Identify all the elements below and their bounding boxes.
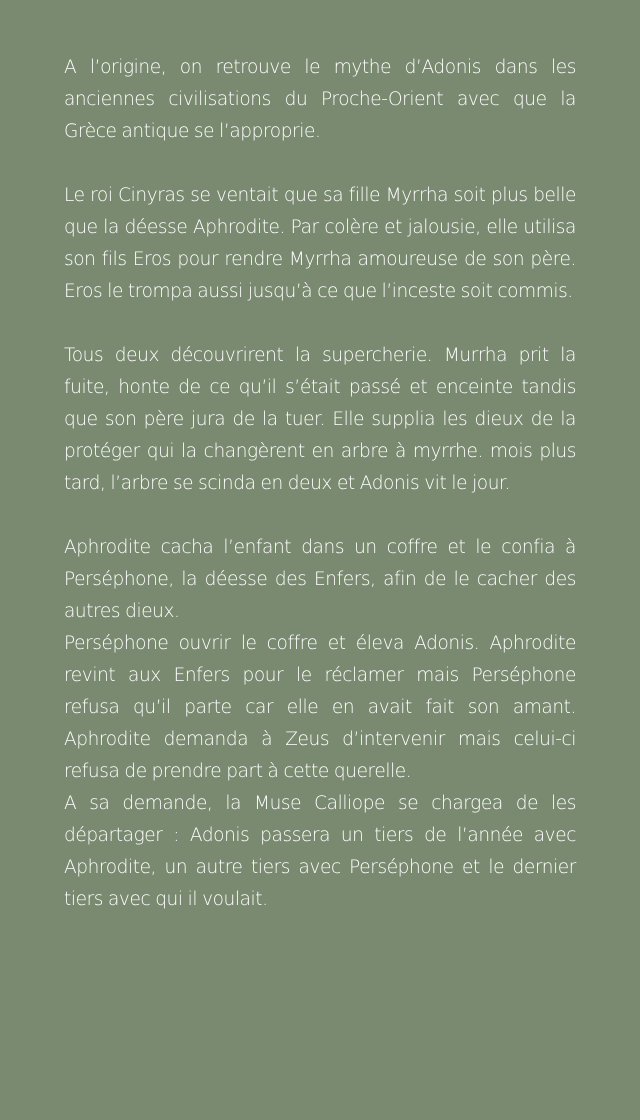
paragraph-spacer [64, 308, 576, 340]
paragraph-spacer [64, 500, 576, 532]
paragraph-coffre: Aphrodite cacha l’enfant dans un coffre et le confia à Perséphone, la déesse des Enfers, afin de le cacher des autres dieux. [64, 537, 576, 622]
paragraph-supercherie: Tous deux découvrirent la supercherie. Murrha prit la fuite, honte de ce qu’il s’était passé et enceinte tandis que son père jura de la tuer. Elle supplia les dieux de la protéger qui la changèrent en arbre à myrrhe. mois plus tard, l’arbre se scinda en deux et Adonis vit le jour. [64, 345, 576, 494]
paragraph-persephone: Perséphone ouvrir le coffre et éleva Adonis. Aphrodite revint aux Enfers pour le réclamer mais Perséphone refusa qu’il parte car elle en avait fait son amant. Aphrodite demanda à Zeus d’intervenir mais celui-ci refusa de prendre part à cette querelle. [64, 633, 576, 782]
paragraph-calliope: A sa demande, la Muse Calliope se chargea de les départager : Adonis passera un tiers de l’année avec Aphrodite, un autre tiers avec Perséphone et le dernier tiers avec qui il voulait. [64, 793, 576, 910]
paragraph-cinyras: Le roi Cinyras se ventait que sa fille Myrrha soit plus belle que la déesse Aphrodite. Par colère et jalousie, elle utilisa son fils Eros pour rendre Myrrha amoureuse de son père. Eros le trompa aussi jusqu’à ce que l’inceste soit commis. [64, 185, 576, 302]
paragraph-origin: A l’origine, on retrouve le mythe d’Adonis dans les anciennes civilisations du Proche-Orient avec que la Grèce antique se l’approprie. [64, 57, 576, 142]
paragraph-spacer [64, 148, 576, 180]
